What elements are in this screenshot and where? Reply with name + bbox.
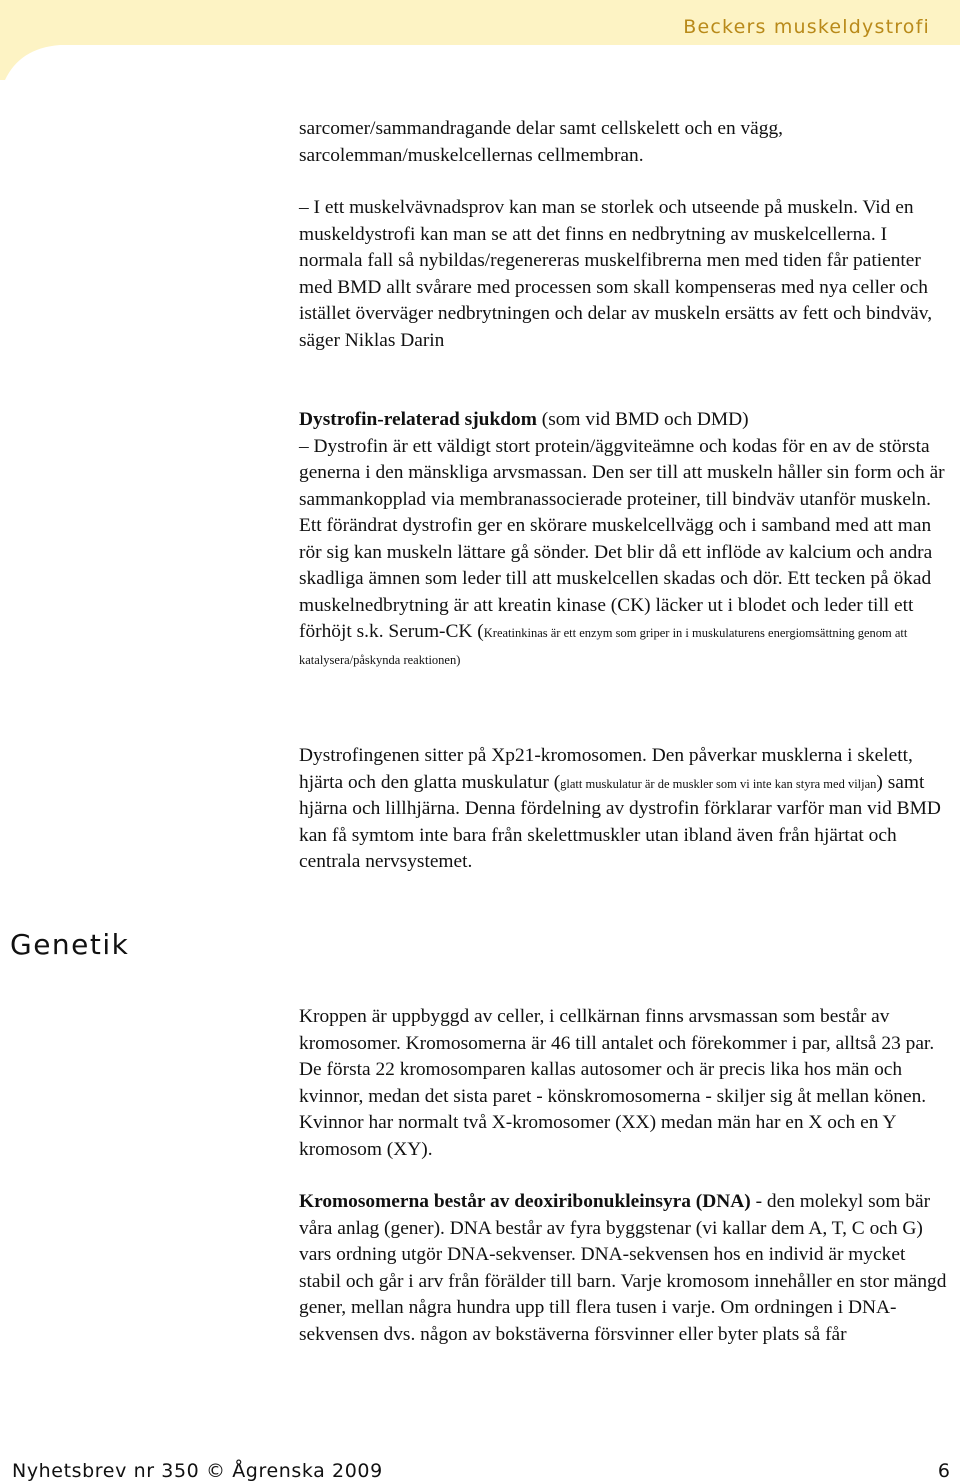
xp21-paragraph [299, 743, 949, 876]
header-band-shape [0, 0, 960, 80]
header-band [0, 0, 960, 90]
intro-paragraph-1: sarcomer/sammandragande delar samt cellskelett och en vägg, sarcolemman/muskelcellernas cellmembran. [299, 118, 784, 166]
genetik-paragraph-1: Kroppen är uppbyggd av celler, i cellkärnan finns arvsmassan som består av kromosomer. Kromosomerna är 46 till antalet och förekommer i par, alltså 23 par. De första 22 kromosomparen kallas autosomer och är precis lika hos män och kvinnor, medan det sista paret - könskromosomerna - skiljer sig åt mellan könen. Kvinnor har normalt två X-kromosomer (XX) medan män har en X och en Y kromosom (XY). [299, 1006, 935, 1160]
dna-body: - den molekyl som bär våra anlag (gener). DNA består av fyra byggstenar (vi kallar dem A, T, C och G) vars ordning utgör DNA-sekvenser. DNA-sekvensen hos en individ är mycket stabil och går i arv från förälder till barn. Varje kromosom innehåller en stor mängd gener, mellan några hundra upp till flera tusen i varje. Om ordningen i DNA-sekvensen dvs. någon av bokstäverna försvinner eller byter plats så får [299, 1191, 947, 1345]
kreatinkinas-note: Kreatinkinas är ett enzym som griper in i muskulaturens energiomsättning genom att katalysera/påskynda reaktionen) [299, 626, 908, 667]
dystrofin-paragraph [299, 407, 949, 672]
genetik-paragraph-2 [299, 1189, 949, 1348]
dystrofin-paren: ( [477, 621, 484, 642]
page-number: 6 [937, 1460, 950, 1482]
intro-section [299, 116, 949, 354]
dystrofin-lead-rest: (som vid BMD och DMD) [536, 409, 749, 430]
footer-publication: Nyhetsbrev nr 350 © Ågrenska 2009 [12, 1460, 383, 1482]
section-heading-genetik: Genetik [10, 928, 130, 961]
xp21-section [299, 743, 949, 876]
xp21-text-b: ) samt hjärna och lillhjärna. Denna fördelning av dystrofin förklarar varför man vid BMD kan få symtom inte bara från skelettmuskler utan ibland även från hjärtat och centrala nervsystemet. [299, 771, 941, 872]
dna-bold-lead: Kromosomerna består av deoxiribonukleinsyra (DNA) [299, 1191, 751, 1212]
xp21-text-a: Dystrofingenen sitter på Xp21-kromosomen. Den påverkar musklerna i skelett, hjärta och den glatta muskulatur ( [299, 745, 913, 793]
intro-paragraph-2: – I ett muskelvävnadsprov kan man se storlek och utseende på muskeln. Vid en muskeldystrofi kan man se att det finns en nedbrytning av muskelcellerna. I normala fall så nybildas/regenereras muskelfibrerna men med tiden får patienter med BMD allt svårare med processen som skall kompenseras med nya celler och istället överväger nedbrytningen och delar av muskeln ersätts av fett och bindväv, säger Niklas Darin [299, 197, 933, 351]
running-title: Beckers muskeldystrofi [683, 16, 930, 38]
dystrofin-body: – Dystrofin är ett väldigt stort protein/äggviteämne och kodas för en av de största generna i den mänskliga arvsmassan. Den ser till att muskeln håller sin form och är sammankopplad via membranassocierade proteiner, till bindväv utanför muskeln. Ett förändrat dystrofin ger en skörare muskelcellvägg och i samband med att man rör sig kan muskeln lättare gå sönder. Det blir då ett inflöde av kalcium och andra skadliga ämnen som leder till att muskelcellen skadas och dör. Ett tecken på ökad muskelnedbrytning är att kreatin kinase (CK) läcker ut i blodet och leder till ett förhöjt s.k. Serum-CK [299, 435, 945, 642]
dystrofin-bold-lead: Dystrofin-relaterad sjukdom [299, 409, 537, 430]
genetik-section [299, 1004, 949, 1348]
glatt-muskulatur-note: glatt muskulatur är de muskler som vi inte kan styra med viljan [560, 776, 877, 791]
dystrofin-section [299, 407, 949, 672]
